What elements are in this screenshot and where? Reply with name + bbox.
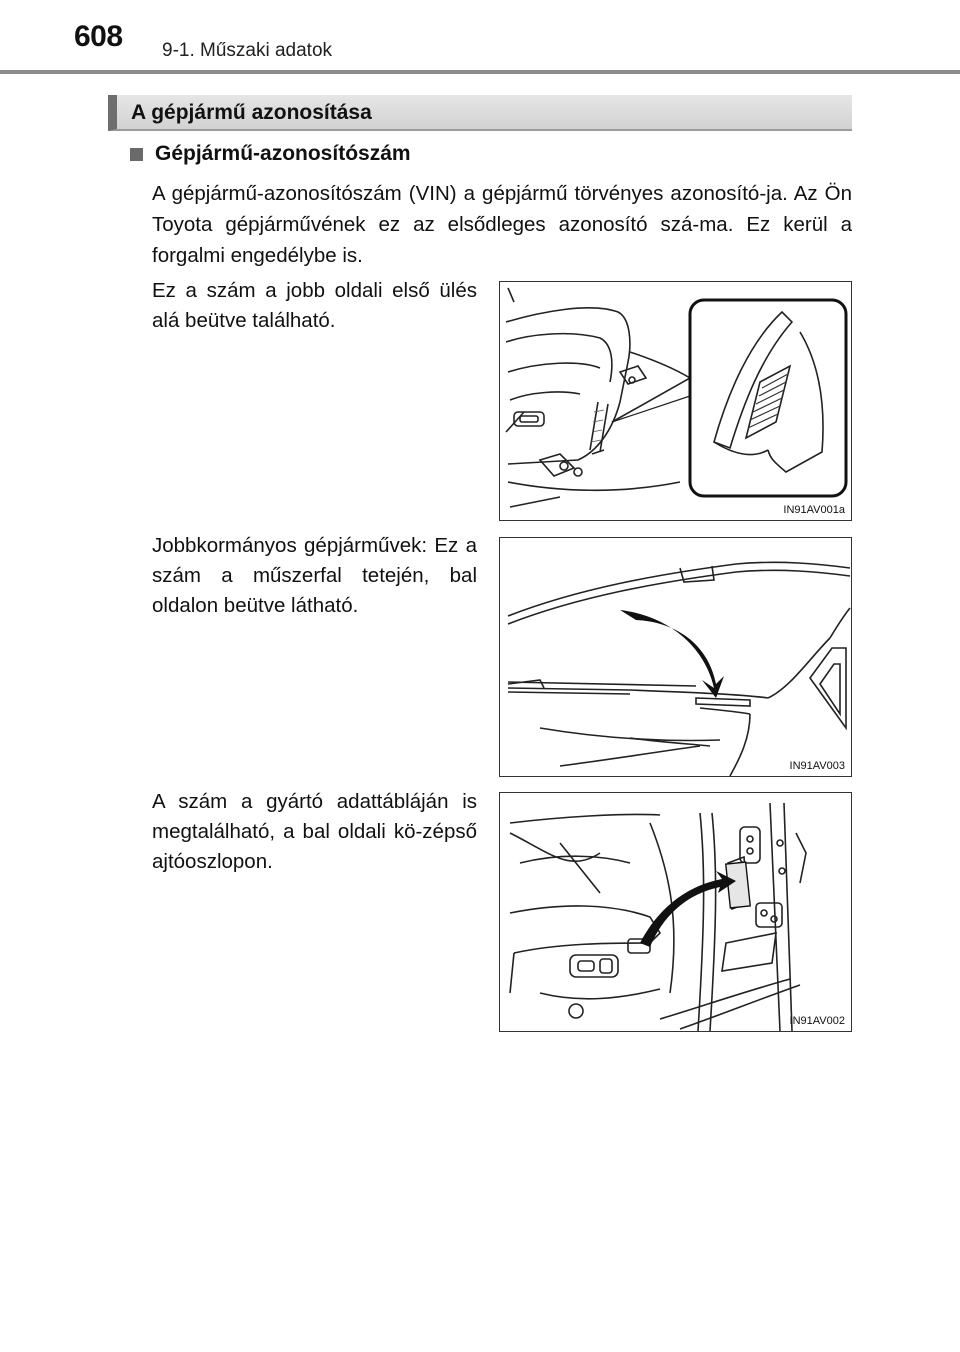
page-number: 608 [74, 20, 123, 53]
section-title: A gépjármű azonosítása [131, 101, 372, 124]
dashboard-illustration [500, 538, 852, 777]
header-divider [0, 70, 960, 74]
figure-code: IN91AV001a [783, 504, 845, 516]
section-header-bar [108, 95, 852, 131]
figure-code: IN91AV002 [789, 1015, 845, 1027]
chapter-title: 9-1. Műszaki adatok [162, 40, 333, 61]
item-text-door-pillar: A szám a gyártó adattábláján is megtalálható, a bal oldali kö-zépső ajtóoszlopon. [152, 790, 477, 873]
door-pillar-illustration [500, 793, 852, 1032]
seat-illustration [500, 282, 852, 521]
figure-seat-vin [499, 281, 852, 521]
figure-door-pillar-vin [499, 792, 852, 1032]
subsection-heading [130, 142, 411, 166]
figure-dashboard-vin [499, 537, 852, 777]
figure-code: IN91AV003 [789, 760, 845, 772]
intro-paragraph: A gépjármű-azonosítószám (VIN) a gépjármű törvényes azonosító-ja. Az Ön Toyota gépjárművének ez az elsődleges azonosító szá-ma. Ez kerül a forgalmi engedélybe is. [152, 182, 852, 267]
item-text-dashboard: Jobbkormányos gépjárművek: Ez a szám a műszerfal tetején, bal oldalon beütve látható. [152, 534, 477, 617]
square-bullet-icon [130, 148, 143, 161]
item-text-seat: Ez a szám a jobb oldali első ülés alá beütve található. [152, 279, 477, 332]
subsection-heading-text: Gépjármű-azonosítószám [155, 142, 411, 165]
